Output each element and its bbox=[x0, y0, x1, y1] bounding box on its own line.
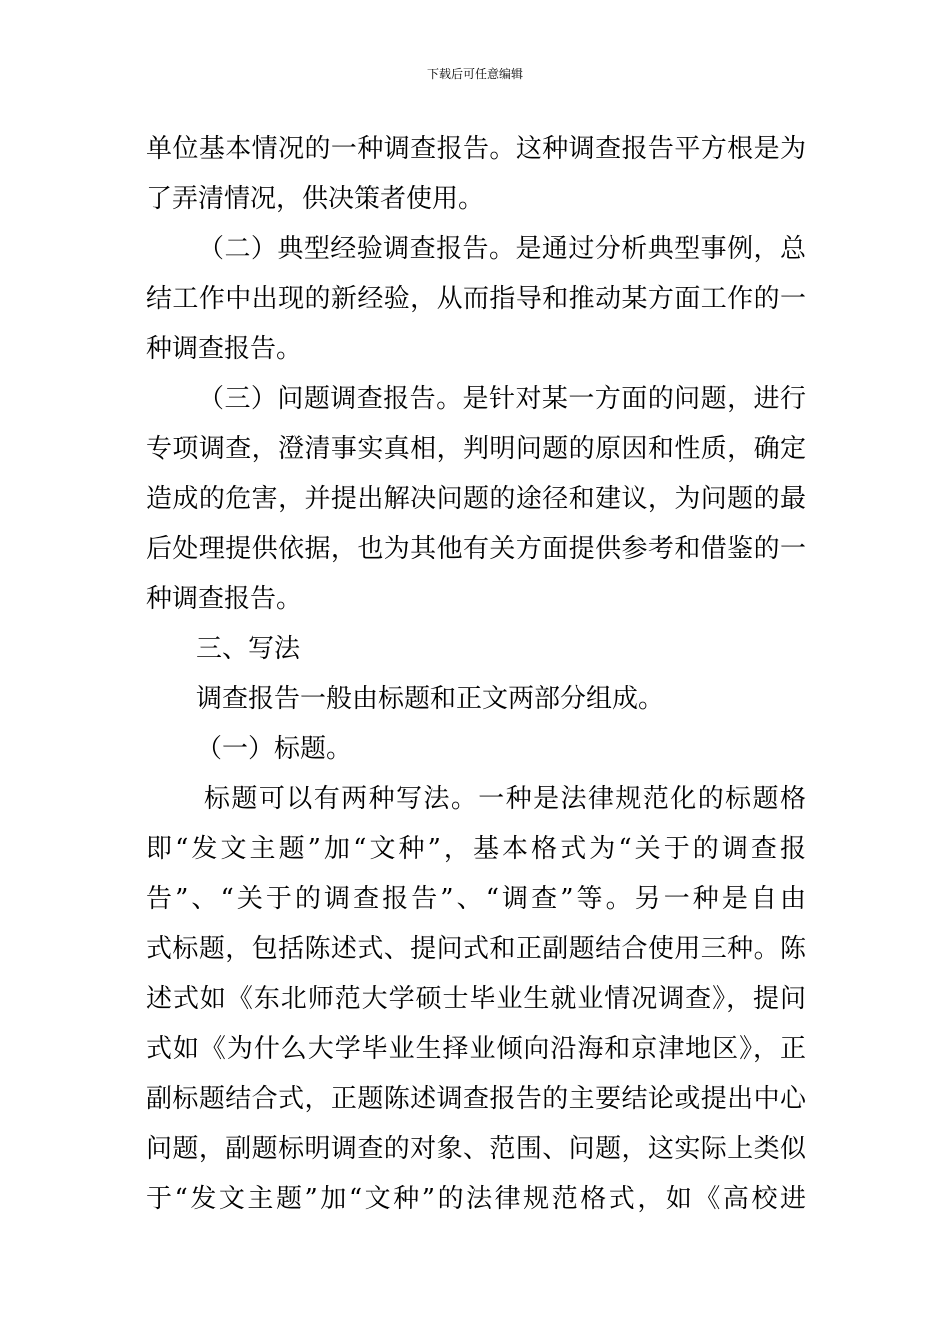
page-header: 下载后可任意编辑 bbox=[426, 67, 523, 81]
text-line: 了弄清情况，供决策者使用。 bbox=[146, 184, 485, 214]
text-line: 造成的危害，并提出解决问题的途径和建议，为问题的最 bbox=[146, 484, 806, 514]
text-line: 告”、“关于的调查报告”、“调查”等。另一种是自由 bbox=[146, 884, 806, 914]
text-line: 专项调查，澄清事实真相，判明问题的原因和性质，确定 bbox=[146, 434, 806, 464]
text-line: 述式如《东北师范大学硕士毕业生就业情况调查》，提问 bbox=[146, 984, 806, 1014]
text-line: 副标题结合式，正题陈述调查报告的主要结论或提出中心 bbox=[146, 1084, 806, 1114]
subsection-heading: （一）标题。 bbox=[196, 734, 353, 764]
text-line: 单位基本情况的一种调查报告。这种调查报告平方根是为 bbox=[146, 134, 806, 164]
text-line: 式如《为什么大学毕业生择业倾向沿海和京津地区》，正 bbox=[146, 1034, 806, 1064]
section-heading: 三、写法 bbox=[196, 634, 301, 664]
text-line: （二）典型经验调查报告。是通过分析典型事例，总 bbox=[198, 234, 806, 264]
text-line: 问题，副题标明调查的对象、范围、问题，这实际上类似 bbox=[146, 1134, 806, 1164]
text-line: 式标题，包括陈述式、提问式和正副题结合使用三种。陈 bbox=[146, 934, 806, 964]
text-line: 结工作中出现的新经验，从而指导和推动某方面工作的一 bbox=[146, 284, 806, 314]
text-line: （三）问题调查报告。是针对某一方面的问题，进行 bbox=[198, 384, 806, 414]
document-body bbox=[146, 124, 806, 1224]
text-line: 种调查报告。 bbox=[146, 584, 303, 614]
text-line: 种调查报告。 bbox=[146, 334, 303, 364]
text-line: 调查报告一般由标题和正文两部分组成。 bbox=[196, 684, 665, 714]
text-line: 即“发文主题”加“文种”，基本格式为“关于的调查报 bbox=[146, 834, 806, 864]
text-line: 标题可以有两种写法。一种是法律规范化的标题格 bbox=[204, 784, 806, 814]
text-line: 后处理提供依据，也为其他有关方面提供参考和借鉴的一 bbox=[146, 534, 806, 564]
text-line: 于“发文主题”加“文种”的法律规范格式，如《高校进 bbox=[146, 1184, 806, 1214]
